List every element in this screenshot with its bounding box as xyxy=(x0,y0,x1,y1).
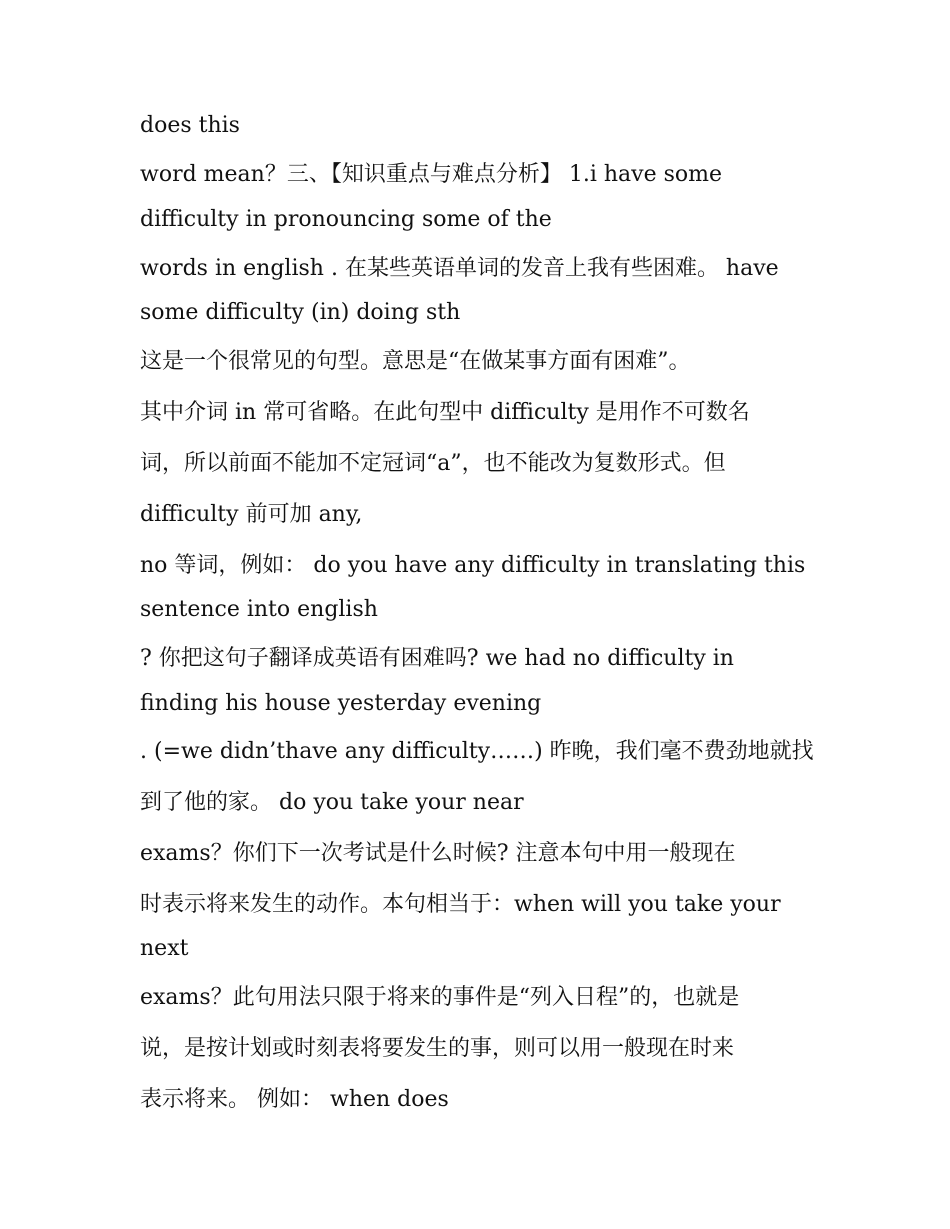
text-line: difficulty in pronouncing some of the xyxy=(140,207,552,232)
text-line: finding his house yesterday evening xyxy=(140,691,542,716)
text-line: 说，是按计划或时刻表将要发生的事，则可以用一般现在时来 xyxy=(140,1036,735,1061)
text-line: next xyxy=(140,936,189,961)
text-line: 其中介词 in 常可省略。在此句型中 difficulty 是用作不可数名 xyxy=(140,400,750,425)
text-line: words in english . 在某些英语单词的发音上我有些困难。 have xyxy=(140,256,779,281)
text-line: some difficulty (in) doing sth xyxy=(140,300,461,325)
text-line: 词，所以前面不能加不定冠词“a”，也不能改为复数形式。但 xyxy=(140,451,726,476)
text-line: ? 你把这句子翻译成英语有困难吗? we had no difficulty in xyxy=(140,646,734,671)
text-line: word mean？三、【知识重点与难点分析】 1.i have some xyxy=(140,162,722,187)
text-line: sentence into english xyxy=(140,597,378,622)
text-line: . (=we didn’thave any difficulty……) 昨晚，我们毫不费劲地就找 xyxy=(140,739,814,764)
text-line: 时表示将来发生的动作。本句相当于：when will you take your xyxy=(140,892,781,917)
text-line: exams？你们下一次考试是什么时候? 注意本句中用一般现在 xyxy=(140,841,736,866)
text-line: 到了他的家。 do you take your near xyxy=(140,790,524,815)
text-line: 这是一个很常见的句型。意思是“在做某事方面有困难”。 xyxy=(140,349,691,374)
text-line: difficulty 前可加 any, xyxy=(140,502,363,527)
text-line: exams？此句用法只限于将来的事件是“列入日程”的，也就是 xyxy=(140,985,740,1010)
text-line: 表示将来。 例如： when does xyxy=(140,1087,449,1112)
text-line: no 等词，例如： do you have any difficulty in translating this xyxy=(140,553,806,578)
text-line: does this xyxy=(140,113,240,138)
